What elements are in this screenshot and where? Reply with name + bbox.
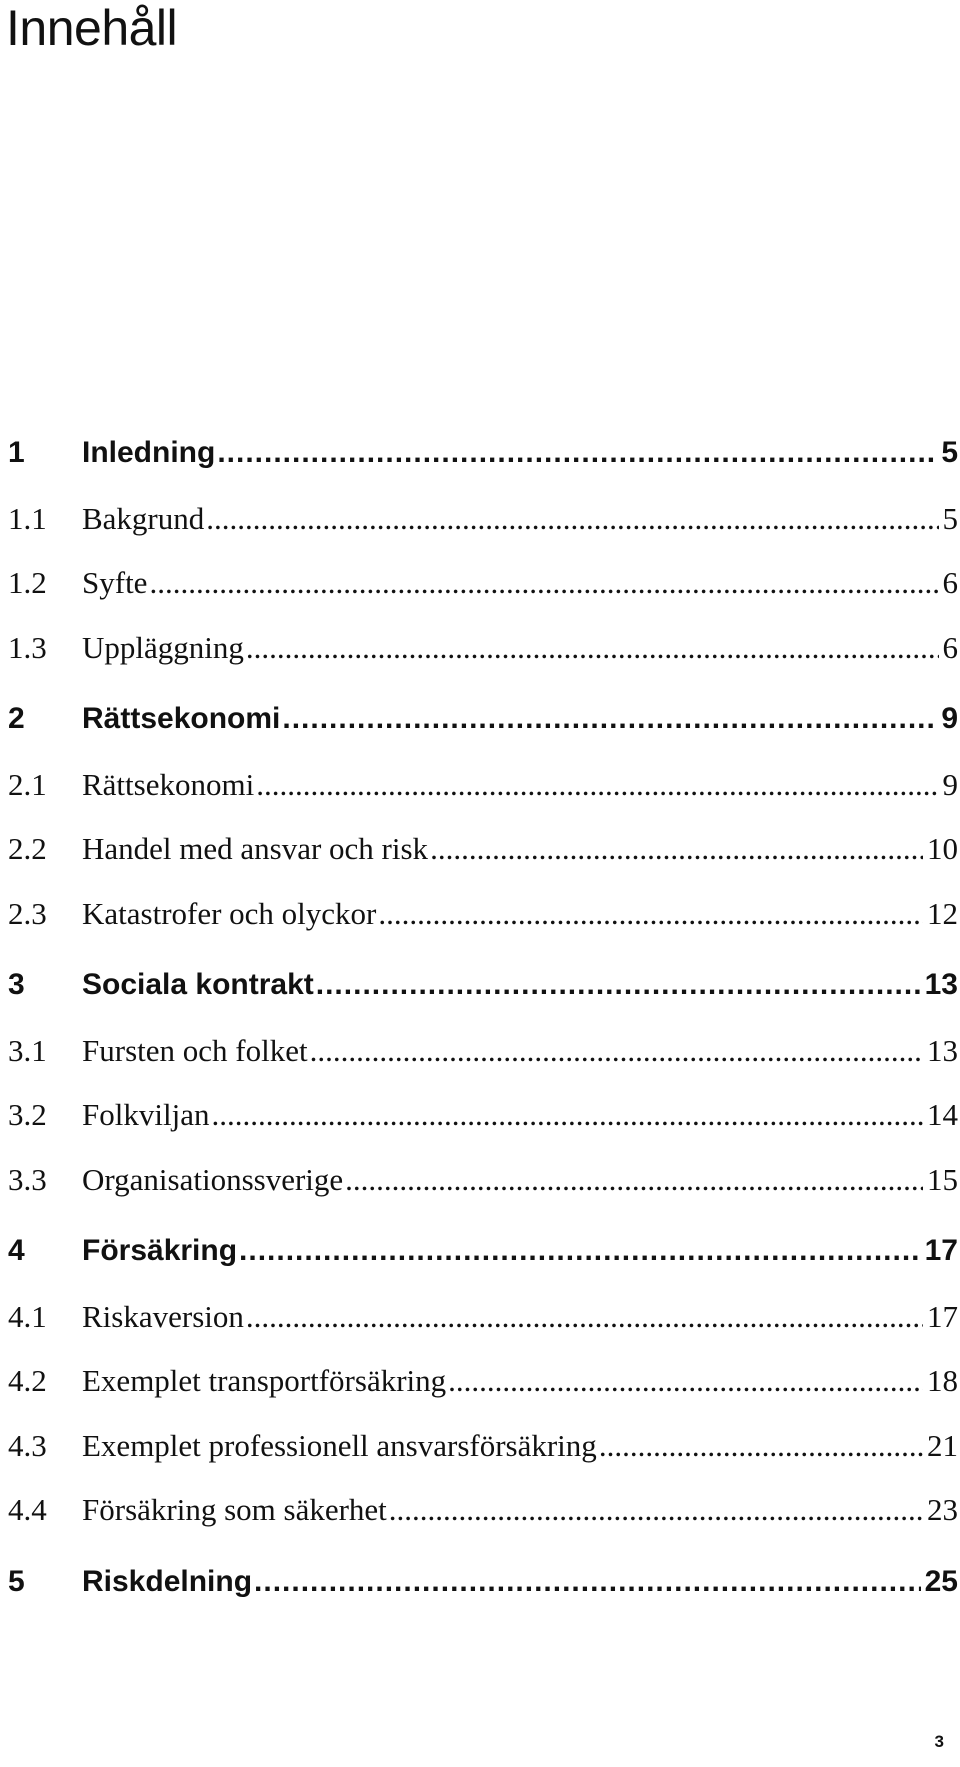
page-title: Innehåll xyxy=(6,0,178,56)
toc-entry-page: 17 xyxy=(924,1234,958,1267)
toc-entry-title: Riskaversion xyxy=(82,1298,244,1334)
toc-chapter-row[interactable] xyxy=(8,436,958,501)
toc-entry-number: 4.2 xyxy=(8,1363,47,1398)
dot-leader xyxy=(246,630,939,666)
toc-entry-title: Rättsekonomi xyxy=(82,702,281,735)
dot-leader xyxy=(246,1299,923,1335)
toc-section xyxy=(8,1565,958,1630)
toc-entry-page: 5 xyxy=(941,436,958,469)
toc-subsection-row[interactable] xyxy=(8,1162,958,1227)
toc-entry-number: 2.3 xyxy=(8,895,47,931)
toc-entry-title: Uppläggning xyxy=(82,629,244,665)
toc-entry-title: Handel med ansvar och risk xyxy=(82,831,429,866)
toc-entry-page: 13 xyxy=(927,1032,958,1068)
toc-entry-title: Fursten och folket xyxy=(82,1032,308,1068)
toc-entry-title: Organisationssverige xyxy=(82,1161,344,1197)
dot-leader xyxy=(389,1492,923,1528)
dot-leader xyxy=(206,501,938,537)
toc-subsection-row[interactable] xyxy=(8,767,958,832)
toc-chapter-row[interactable] xyxy=(8,1234,958,1299)
toc-entry-number: 4 xyxy=(8,1234,25,1267)
toc-subsection-row[interactable] xyxy=(8,1428,958,1493)
toc-entry-page: 18 xyxy=(927,1363,958,1398)
dot-leader xyxy=(211,1097,923,1133)
toc-entry-number: 1.1 xyxy=(8,500,47,536)
toc-entry-title: Riskdelning xyxy=(82,1564,253,1598)
toc-subsection-row[interactable] xyxy=(8,1033,958,1098)
toc-chapter-row[interactable] xyxy=(8,968,958,1033)
toc-entry-number: 4.3 xyxy=(8,1427,47,1463)
toc-entry-number: 1.2 xyxy=(8,565,47,600)
toc-entry-title: Exemplet professionell ansvarsförsäkring xyxy=(82,1427,597,1463)
toc-entry-page: 6 xyxy=(942,629,958,665)
toc-entry-number: 2 xyxy=(8,702,25,735)
toc-entry-title: Försäkring xyxy=(82,1234,238,1267)
dot-leader xyxy=(217,436,937,470)
toc-entry-page: 23 xyxy=(927,1492,958,1527)
toc-subsection-row[interactable] xyxy=(8,565,958,630)
toc-subsection-row[interactable] xyxy=(8,1299,958,1364)
toc-entry-title: Katastrofer och olyckor xyxy=(82,895,377,931)
toc-entry-number: 4.4 xyxy=(8,1492,47,1527)
toc-section xyxy=(8,436,958,694)
toc-subsection-row[interactable] xyxy=(8,1492,958,1557)
dot-leader xyxy=(282,702,937,736)
toc-subsection-row[interactable] xyxy=(8,630,958,695)
dot-leader xyxy=(599,1428,923,1464)
toc-entry-number: 3.1 xyxy=(8,1032,47,1068)
toc-entry-page: 25 xyxy=(924,1564,958,1598)
toc-entry-number: 3.3 xyxy=(8,1161,47,1197)
toc-entry-page: 5 xyxy=(942,500,958,536)
toc-entry-number: 3 xyxy=(8,968,25,1001)
toc-entry-number: 3.2 xyxy=(8,1097,47,1132)
toc-entry-page: 13 xyxy=(924,968,958,1001)
table-of-contents xyxy=(8,436,958,1637)
toc-entry-page: 15 xyxy=(927,1161,958,1197)
toc-entry-title: Försäkring som säkerhet xyxy=(82,1492,387,1527)
toc-subsection-row[interactable] xyxy=(8,501,958,566)
toc-entry-page: 9 xyxy=(942,766,958,802)
dot-leader xyxy=(310,1033,923,1069)
dot-leader xyxy=(239,1234,921,1268)
toc-chapter-row[interactable] xyxy=(8,1565,958,1630)
toc-entry-number: 1.3 xyxy=(8,629,47,665)
toc-section xyxy=(8,1234,958,1557)
toc-entry-page: 9 xyxy=(941,702,958,735)
toc-entry-page: 17 xyxy=(927,1298,958,1334)
toc-subsection-row[interactable] xyxy=(8,831,958,896)
toc-entry-page: 6 xyxy=(942,565,958,600)
dot-leader xyxy=(316,968,921,1002)
dot-leader xyxy=(254,1565,921,1599)
dot-leader xyxy=(149,565,938,601)
toc-section xyxy=(8,968,958,1226)
toc-entry-page: 12 xyxy=(927,895,958,931)
dot-leader xyxy=(256,767,938,803)
dot-leader xyxy=(378,896,923,932)
toc-entry-number: 1 xyxy=(8,436,25,469)
toc-subsection-row[interactable] xyxy=(8,896,958,961)
toc-section xyxy=(8,702,958,960)
page-number: 3 xyxy=(934,1732,944,1751)
dot-leader xyxy=(345,1162,923,1198)
toc-entry-number: 5 xyxy=(8,1564,25,1598)
toc-entry-title: Exemplet transportförsäkring xyxy=(82,1363,447,1398)
toc-subsection-row[interactable] xyxy=(8,1097,958,1162)
toc-entry-title: Rättsekonomi xyxy=(82,766,255,802)
toc-entry-title: Bakgrund xyxy=(82,500,205,536)
toc-chapter-row[interactable] xyxy=(8,702,958,767)
toc-entry-number: 2.1 xyxy=(8,766,47,802)
toc-entry-page: 14 xyxy=(927,1097,958,1132)
toc-subsection-row[interactable] xyxy=(8,1363,958,1428)
toc-entry-title: Inledning xyxy=(82,436,216,469)
toc-entry-title: Folkviljan xyxy=(82,1097,210,1132)
toc-entry-page: 10 xyxy=(927,831,958,866)
toc-entry-title: Syfte xyxy=(82,565,148,600)
toc-entry-number: 2.2 xyxy=(8,831,47,866)
dot-leader xyxy=(448,1363,923,1399)
toc-entry-page: 21 xyxy=(927,1427,958,1463)
toc-entry-title: Sociala kontrakt xyxy=(82,968,314,1001)
toc-entry-number: 4.1 xyxy=(8,1298,47,1334)
dot-leader xyxy=(430,831,923,867)
